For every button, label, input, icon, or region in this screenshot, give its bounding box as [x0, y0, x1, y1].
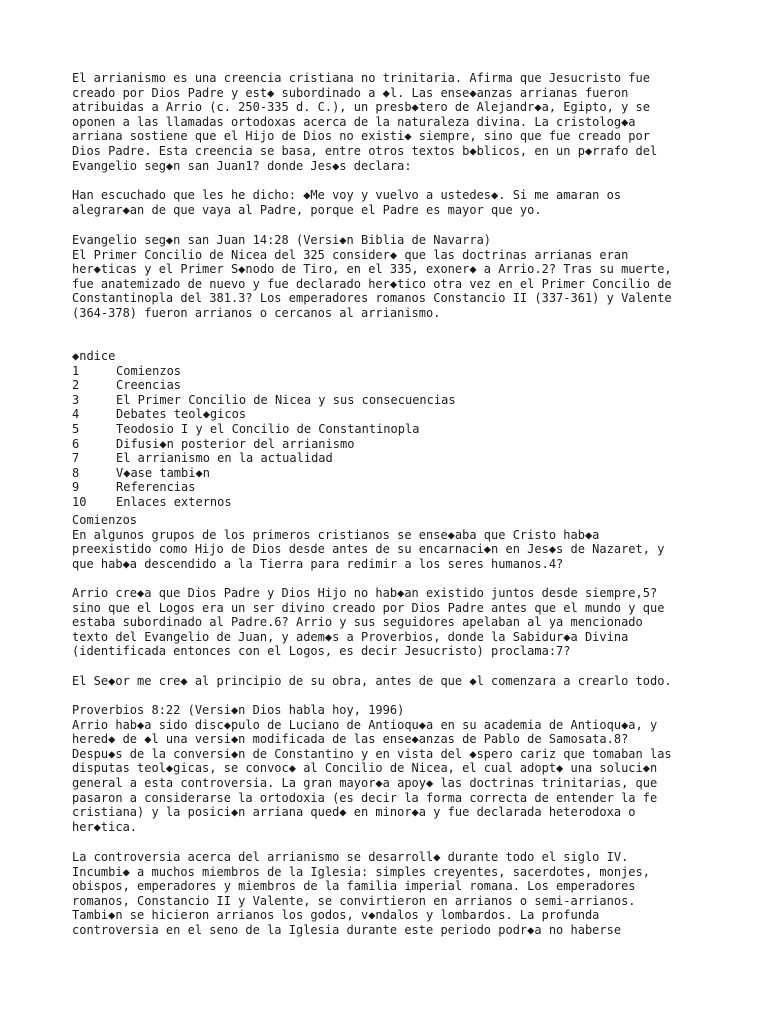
toc-item-label: Referencias [116, 480, 196, 495]
section-heading: Comienzos [72, 513, 138, 527]
toc-item-label: Teodosio I y el Concilio de Constantinopla [116, 421, 420, 436]
text-line: Evangelio seg◆n san Juan 14:28 (Versi◆n Biblia de Navarra) [72, 233, 492, 247]
toc-item-label: V◆ase tambi◆n [116, 465, 210, 480]
text-line: La controversia acerca del arrianismo se desarroll◆ durante todo el siglo IV. [72, 850, 629, 864]
proverbs-quote [72, 674, 762, 689]
text-line: obispos, emperadores y miembros de la familia imperial romana. Los emperadores [72, 879, 636, 894]
toc-item-number: 2 [72, 378, 80, 393]
text-line: fue anatemizado de nuevo y fue declarado her◆tico otra vez en el Primer Concilio de [72, 276, 672, 291]
toc-item-number: 5 [72, 421, 80, 436]
toc-item-number: 7 [72, 451, 80, 466]
toc-item-label: Difusi◆n posterior del arrianismo [116, 436, 355, 451]
toc-item-number: 3 [72, 392, 80, 407]
text-line: alegrar◆an de que vaya al Padre, porque el Padre es mayor que yo. [72, 202, 542, 217]
text-line: cristiana) y la posici◆n arriana qued◆ en minor◆a y fue declarada heterodoxa o [72, 805, 636, 820]
text-line: controversia en el seno de la Iglesia durante este periodo podr◆a no haberse [72, 922, 622, 937]
intro-paragraph [72, 71, 762, 173]
toc-item-label: Enlaces externos [116, 494, 232, 509]
text-line: estaba subordinado al Padre.6? Arrio y sus seguidores apelaban al ya mencionado [72, 615, 643, 630]
toc-item [72, 437, 762, 452]
text-line: sino que el Logos era un ser divino creado por Dios Padre antes que el mundo y que [72, 600, 665, 615]
text-line: que hab◆a descendido a la Tierra para redimir a los seres humanos.4? [72, 556, 564, 571]
toc-item [72, 422, 762, 437]
text-line: atribuidas a Arrio (c. 250-335 d. C.), un presb◆tero de Alejandr◆a, Egipto, y se [72, 100, 650, 115]
toc-item-number: 8 [72, 465, 80, 480]
text-line: pasaron a considerarse la ortodoxia (es decir la forma correcta de entender la fe [72, 790, 658, 805]
text-line: her◆ticas y el Primer S◆nodo de Tiro, en el 335, exoner◆ a Arrio.2? Tras su muerte, [72, 262, 672, 277]
toc-item [72, 407, 762, 422]
controversy-paragraph [72, 850, 762, 938]
text-line: disputas teol◆gicas, se convoc◆ al Concilio de Nicea, el cual adopt◆ una soluci◆n [72, 761, 658, 776]
table-of-contents [72, 349, 762, 510]
toc-item-number: 10 [72, 494, 87, 509]
text-line: Han escuchado que les he dicho: ◆Me voy y vuelvo a ustedes◆. Si me amaran os [72, 188, 622, 202]
toc-item-number: 9 [72, 480, 80, 495]
toc-item [72, 466, 762, 481]
text-line: oponen a las llamadas ortodoxas acerca de la naturaleza divina. La cristolog◆a [72, 114, 636, 129]
text-line: her◆tica. [72, 819, 138, 834]
text-line: Arrio hab◆a sido disc◆pulo de Luciano de Antioqu◆a en su academia de Antioqu◆a, y [72, 717, 658, 732]
toc-item [72, 393, 762, 408]
text-line: Incumbi◆ a muchos miembros de la Iglesia: simples creyentes, sacerdotes, monjes, [72, 864, 650, 879]
text-line: general a esta controversia. La gran mayor◆a apoy◆ las doctrinas trinitarias, que [72, 775, 658, 790]
toc-item [72, 364, 762, 379]
text-line: texto del Evangelio de Juan, y adem◆s a Proverbios, donde la Sabidur◆a Divina [72, 629, 629, 644]
text-line: El Primer Concilio de Nicea del 325 consider◆ que las doctrinas arrianas eran [72, 247, 629, 262]
toc-item [72, 378, 762, 393]
toc-item [72, 451, 762, 466]
beginnings-section [72, 513, 762, 571]
text-line: Dios Padre. Esta creencia se basa, entre otros textos b◆blicos, en un p◆rrafo del [72, 143, 658, 158]
text-line: Evangelio seg◆n san Juan1? donde Jes◆s declara: [72, 158, 412, 173]
text-line: Tambi◆n se hicieron arrianos los godos, v◆ndalos y lombardos. La profunda [72, 908, 600, 923]
toc-item-number: 4 [72, 407, 80, 422]
lucian-paragraph [72, 703, 762, 834]
council-paragraph [72, 233, 762, 321]
text-line: (identificada entonces con el Logos, es decir Jesucristo) proclama:7? [72, 644, 571, 659]
text-line: arriana sostiene que el Hijo de Dios no existi◆ siempre, sino que fue creado por [72, 129, 650, 144]
text-line: creado por Dios Padre y est◆ subordinado a ◆l. Las ense◆anzas arrianas fueron [72, 85, 629, 100]
text-line: En algunos grupos de los primeros cristianos se ense◆aba que Cristo hab◆a [72, 527, 600, 542]
toc-item [72, 495, 762, 510]
toc-item-label: Creencias [116, 378, 182, 393]
text-line: El arrianismo es una creencia cristiana no trinitaria. Afirma que Jesucristo fue [72, 71, 650, 85]
toc-title: ◆ndice [72, 349, 116, 363]
toc-item-label: Comienzos [116, 363, 182, 378]
toc-item-number: 6 [72, 436, 80, 451]
toc-item-label: Debates teol◆gicos [116, 407, 247, 422]
text-line: (364-378) fueron arrianos o cercanos al arrianismo. [72, 305, 441, 320]
toc-item-number: 1 [72, 363, 80, 378]
toc-item-label: El Primer Concilio de Nicea y sus consecuencias [116, 392, 456, 407]
text-line: Arrio cre◆a que Dios Padre y Dios Hijo no hab◆an existido juntos desde siempre,5? [72, 586, 658, 600]
text-line: Constantinopla del 381.3? Los emperadores romanos Constancio II (337-361) y Valente [72, 291, 672, 306]
toc-item-label: El arrianismo en la actualidad [116, 451, 333, 466]
arius-paragraph [72, 586, 762, 659]
text-line: El Se◆or me cre◆ al principio de su obra, antes de que ◆l comenzara a crearlo todo. [72, 674, 672, 688]
text-line: preexistido como Hijo de Dios desde antes de su encarnaci◆n en Jes◆s de Nazaret, y [72, 542, 665, 557]
text-line: Despu◆s de la conversi◆n de Constantino y en vista del ◆spero cariz que tomaban las [72, 746, 672, 761]
text-line: romanos, Constancio II y Valente, se convirtieron en arrianos o semi-arrianos. [72, 893, 636, 908]
text-line: Proverbios 8:22 (Versi◆n Dios habla hoy, 1996) [72, 703, 405, 717]
quote-paragraph [72, 188, 762, 217]
toc-item [72, 480, 762, 495]
text-line: hered◆ de ◆l una versi◆n modificada de las ense◆anzas de Pablo de Samosata.8? [72, 732, 629, 747]
